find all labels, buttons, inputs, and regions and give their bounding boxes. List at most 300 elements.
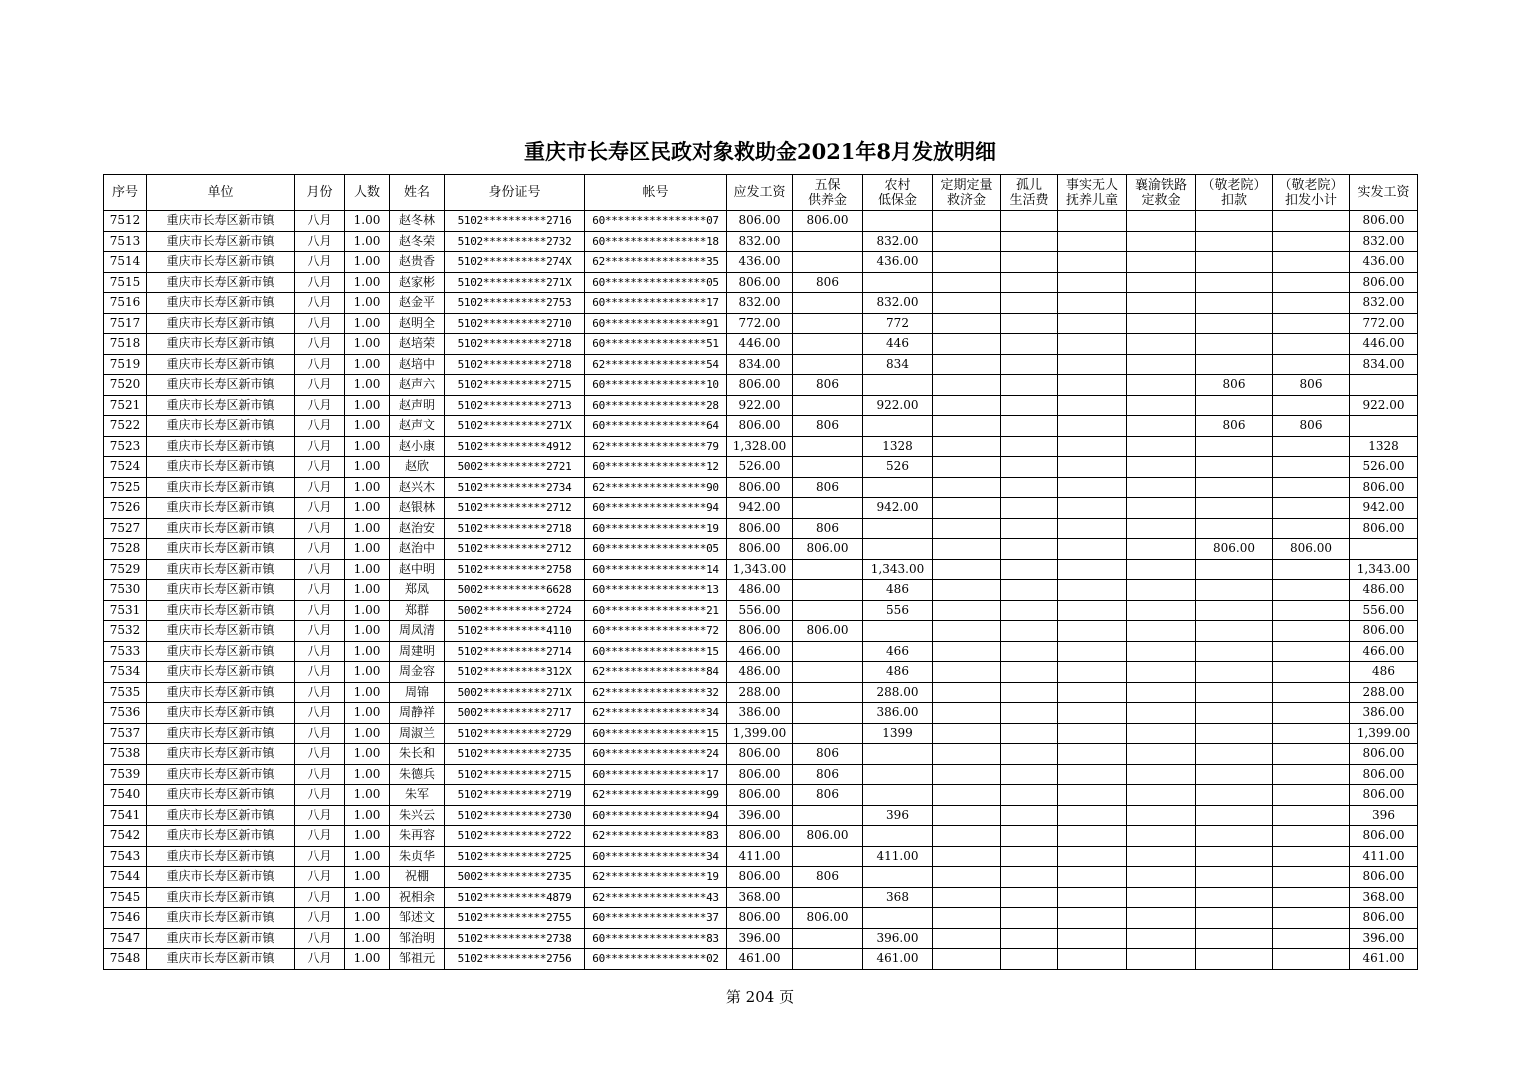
cell-index: 7539 — [104, 764, 147, 785]
cell-id-number: 5102**********2719 — [445, 785, 585, 806]
cell-account: 60****************17 — [585, 764, 727, 785]
cell-fixed-relief — [933, 293, 1001, 314]
cell-rural-minimum: 288.00 — [863, 682, 933, 703]
header-unsupported-child: 事实无人 抚养儿童 — [1058, 175, 1127, 211]
cell-railway-relief — [1127, 805, 1196, 826]
cell-month: 八月 — [295, 436, 345, 457]
cell-unit: 重庆市长寿区新市镇 — [147, 354, 295, 375]
cell-nursing-deduction — [1196, 313, 1273, 334]
cell-id-number: 5102**********4879 — [445, 887, 585, 908]
cell-actual-pay: 411.00 — [1350, 846, 1418, 867]
table-row — [104, 826, 1418, 847]
cell-unsupported-child — [1058, 518, 1127, 539]
cell-id-number: 5102**********2755 — [445, 908, 585, 929]
cell-nursing-deduction — [1196, 621, 1273, 642]
cell-orphan-living — [1001, 928, 1058, 949]
header-account: 帐号 — [585, 175, 727, 211]
cell-unsupported-child — [1058, 498, 1127, 519]
cell-fixed-relief — [933, 682, 1001, 703]
cell-orphan-living — [1001, 518, 1058, 539]
cell-five-guarantee — [793, 887, 863, 908]
cell-fixed-relief — [933, 826, 1001, 847]
cell-nursing-deduction: 806 — [1196, 375, 1273, 396]
cell-payable: 806.00 — [727, 518, 793, 539]
table-row — [104, 457, 1418, 478]
cell-nursing-deduction — [1196, 744, 1273, 765]
cell-id-number: 5002**********271X — [445, 682, 585, 703]
cell-actual-pay: 772.00 — [1350, 313, 1418, 334]
cell-nursing-subtotal — [1273, 231, 1350, 252]
cell-month: 八月 — [295, 559, 345, 580]
header-id-number: 身份证号 — [445, 175, 585, 211]
cell-name: 朱兴云 — [390, 805, 445, 826]
cell-name: 赵治中 — [390, 539, 445, 560]
cell-orphan-living — [1001, 539, 1058, 560]
cell-nursing-deduction — [1196, 293, 1273, 314]
cell-fixed-relief — [933, 436, 1001, 457]
cell-nursing-subtotal — [1273, 272, 1350, 293]
cell-account: 60****************37 — [585, 908, 727, 929]
cell-rural-minimum — [863, 826, 933, 847]
cell-month: 八月 — [295, 293, 345, 314]
cell-actual-pay: 832.00 — [1350, 231, 1418, 252]
cell-railway-relief — [1127, 539, 1196, 560]
cell-month: 八月 — [295, 621, 345, 642]
cell-account: 60****************19 — [585, 518, 727, 539]
table-row — [104, 395, 1418, 416]
cell-actual-pay: 806.00 — [1350, 764, 1418, 785]
cell-index: 7515 — [104, 272, 147, 293]
cell-account: 62****************83 — [585, 826, 727, 847]
cell-unit: 重庆市长寿区新市镇 — [147, 723, 295, 744]
cell-rural-minimum: 486 — [863, 662, 933, 683]
cell-railway-relief — [1127, 477, 1196, 498]
cell-name: 赵小康 — [390, 436, 445, 457]
cell-unit: 重庆市长寿区新市镇 — [147, 231, 295, 252]
cell-count: 1.00 — [345, 375, 390, 396]
cell-rural-minimum — [863, 764, 933, 785]
cell-count: 1.00 — [345, 621, 390, 642]
cell-unsupported-child — [1058, 559, 1127, 580]
cell-name: 赵培荣 — [390, 334, 445, 355]
cell-railway-relief — [1127, 641, 1196, 662]
cell-nursing-subtotal — [1273, 354, 1350, 375]
cell-fixed-relief — [933, 744, 1001, 765]
cell-account: 60****************83 — [585, 928, 727, 949]
cell-nursing-subtotal: 806.00 — [1273, 539, 1350, 560]
cell-orphan-living — [1001, 641, 1058, 662]
cell-unsupported-child — [1058, 826, 1127, 847]
cell-actual-pay: 806.00 — [1350, 518, 1418, 539]
cell-payable: 411.00 — [727, 846, 793, 867]
cell-fixed-relief — [933, 949, 1001, 970]
cell-index: 7533 — [104, 641, 147, 662]
cell-railway-relief — [1127, 559, 1196, 580]
cell-nursing-subtotal — [1273, 395, 1350, 416]
cell-count: 1.00 — [345, 477, 390, 498]
header-railway-relief: 襄渝铁路 定救金 — [1127, 175, 1196, 211]
cell-account: 60****************34 — [585, 846, 727, 867]
cell-unsupported-child — [1058, 457, 1127, 478]
cell-name: 赵声明 — [390, 395, 445, 416]
cell-nursing-deduction — [1196, 600, 1273, 621]
cell-railway-relief — [1127, 416, 1196, 437]
cell-rural-minimum — [863, 477, 933, 498]
cell-nursing-subtotal — [1273, 498, 1350, 519]
cell-unsupported-child — [1058, 211, 1127, 232]
cell-railway-relief — [1127, 867, 1196, 888]
cell-orphan-living — [1001, 580, 1058, 601]
cell-count: 1.00 — [345, 436, 390, 457]
cell-account: 60****************21 — [585, 600, 727, 621]
cell-orphan-living — [1001, 826, 1058, 847]
cell-orphan-living — [1001, 416, 1058, 437]
cell-nursing-deduction — [1196, 354, 1273, 375]
cell-account: 60****************12 — [585, 457, 727, 478]
cell-railway-relief — [1127, 498, 1196, 519]
cell-nursing-subtotal — [1273, 334, 1350, 355]
cell-actual-pay: 556.00 — [1350, 600, 1418, 621]
cell-month: 八月 — [295, 252, 345, 273]
cell-nursing-deduction — [1196, 703, 1273, 724]
table-row — [104, 764, 1418, 785]
cell-actual-pay: 466.00 — [1350, 641, 1418, 662]
cell-payable: 806.00 — [727, 211, 793, 232]
table-body — [104, 211, 1418, 970]
cell-count: 1.00 — [345, 723, 390, 744]
cell-orphan-living — [1001, 723, 1058, 744]
cell-index: 7523 — [104, 436, 147, 457]
cell-nursing-subtotal — [1273, 867, 1350, 888]
table-row — [104, 846, 1418, 867]
cell-orphan-living — [1001, 436, 1058, 457]
cell-id-number: 5102**********2735 — [445, 744, 585, 765]
header-unit: 单位 — [147, 175, 295, 211]
cell-unsupported-child — [1058, 375, 1127, 396]
page-title: 重庆市长寿区民政对象救助金2021年8月发放明细 — [523, 139, 997, 164]
cell-name: 朱贞华 — [390, 846, 445, 867]
cell-orphan-living — [1001, 334, 1058, 355]
cell-actual-pay: 446.00 — [1350, 334, 1418, 355]
cell-account: 62****************99 — [585, 785, 727, 806]
cell-account: 60****************02 — [585, 949, 727, 970]
cell-unit: 重庆市长寿区新市镇 — [147, 744, 295, 765]
cell-orphan-living — [1001, 272, 1058, 293]
cell-rural-minimum: 772 — [863, 313, 933, 334]
cell-account: 60****************94 — [585, 805, 727, 826]
cell-nursing-subtotal — [1273, 518, 1350, 539]
cell-count: 1.00 — [345, 231, 390, 252]
cell-rural-minimum: 436.00 — [863, 252, 933, 273]
cell-five-guarantee — [793, 436, 863, 457]
cell-nursing-subtotal — [1273, 600, 1350, 621]
cell-nursing-subtotal — [1273, 764, 1350, 785]
cell-unit: 重庆市长寿区新市镇 — [147, 600, 295, 621]
cell-unit: 重庆市长寿区新市镇 — [147, 867, 295, 888]
cell-id-number: 5102**********2756 — [445, 949, 585, 970]
cell-fixed-relief — [933, 641, 1001, 662]
cell-fixed-relief — [933, 477, 1001, 498]
cell-nursing-subtotal — [1273, 211, 1350, 232]
cell-unit: 重庆市长寿区新市镇 — [147, 252, 295, 273]
cell-unsupported-child — [1058, 313, 1127, 334]
cell-orphan-living — [1001, 662, 1058, 683]
cell-payable: 1,328.00 — [727, 436, 793, 457]
cell-nursing-deduction — [1196, 846, 1273, 867]
cell-fixed-relief — [933, 231, 1001, 252]
cell-nursing-deduction — [1196, 580, 1273, 601]
table-row — [104, 211, 1418, 232]
cell-unsupported-child — [1058, 252, 1127, 273]
cell-count: 1.00 — [345, 826, 390, 847]
cell-railway-relief — [1127, 580, 1196, 601]
cell-fixed-relief — [933, 703, 1001, 724]
cell-five-guarantee — [793, 498, 863, 519]
cell-railway-relief — [1127, 272, 1196, 293]
cell-unsupported-child — [1058, 867, 1127, 888]
cell-nursing-deduction — [1196, 641, 1273, 662]
cell-rural-minimum — [863, 744, 933, 765]
cell-account: 60****************72 — [585, 621, 727, 642]
cell-unit: 重庆市长寿区新市镇 — [147, 846, 295, 867]
cell-name: 祝相余 — [390, 887, 445, 908]
header-actual-pay: 实发工资 — [1350, 175, 1418, 211]
cell-index: 7545 — [104, 887, 147, 908]
cell-id-number: 5102**********2730 — [445, 805, 585, 826]
cell-id-number: 5002**********2724 — [445, 600, 585, 621]
cell-unit: 重庆市长寿区新市镇 — [147, 395, 295, 416]
cell-index: 7535 — [104, 682, 147, 703]
cell-actual-pay: 834.00 — [1350, 354, 1418, 375]
cell-account: 60****************10 — [585, 375, 727, 396]
cell-month: 八月 — [295, 313, 345, 334]
cell-unit: 重庆市长寿区新市镇 — [147, 436, 295, 457]
cell-payable: 922.00 — [727, 395, 793, 416]
cell-payable: 806.00 — [727, 272, 793, 293]
cell-unsupported-child — [1058, 354, 1127, 375]
cell-month: 八月 — [295, 600, 345, 621]
cell-id-number: 5102**********271X — [445, 416, 585, 437]
cell-railway-relief — [1127, 293, 1196, 314]
cell-month: 八月 — [295, 231, 345, 252]
cell-payable: 1,343.00 — [727, 559, 793, 580]
cell-fixed-relief — [933, 785, 1001, 806]
table-row — [104, 744, 1418, 765]
cell-rural-minimum — [863, 785, 933, 806]
header-nursing-deduction: （敬老院） 扣款 — [1196, 175, 1273, 211]
cell-nursing-deduction — [1196, 928, 1273, 949]
cell-orphan-living — [1001, 600, 1058, 621]
cell-account: 60****************28 — [585, 395, 727, 416]
cell-month: 八月 — [295, 375, 345, 396]
cell-name: 祝棚 — [390, 867, 445, 888]
cell-nursing-subtotal — [1273, 703, 1350, 724]
cell-rural-minimum — [863, 867, 933, 888]
cell-month: 八月 — [295, 826, 345, 847]
cell-railway-relief — [1127, 703, 1196, 724]
cell-fixed-relief — [933, 764, 1001, 785]
table-row — [104, 375, 1418, 396]
cell-unsupported-child — [1058, 436, 1127, 457]
cell-five-guarantee: 806 — [793, 764, 863, 785]
cell-id-number: 5102**********2722 — [445, 826, 585, 847]
cell-railway-relief — [1127, 744, 1196, 765]
cell-railway-relief — [1127, 211, 1196, 232]
cell-nursing-deduction — [1196, 867, 1273, 888]
cell-fixed-relief — [933, 395, 1001, 416]
cell-nursing-subtotal — [1273, 723, 1350, 744]
cell-five-guarantee: 806 — [793, 272, 863, 293]
header-count: 人数 — [345, 175, 390, 211]
cell-count: 1.00 — [345, 416, 390, 437]
cell-payable: 386.00 — [727, 703, 793, 724]
cell-rural-minimum — [863, 621, 933, 642]
cell-fixed-relief — [933, 457, 1001, 478]
table-row — [104, 887, 1418, 908]
cell-index: 7512 — [104, 211, 147, 232]
header-five-guarantee: 五保 供养金 — [793, 175, 863, 211]
cell-railway-relief — [1127, 887, 1196, 908]
cell-unit: 重庆市长寿区新市镇 — [147, 764, 295, 785]
table-row — [104, 621, 1418, 642]
cell-unit: 重庆市长寿区新市镇 — [147, 498, 295, 519]
cell-index: 7534 — [104, 662, 147, 683]
cell-count: 1.00 — [345, 334, 390, 355]
cell-unsupported-child — [1058, 231, 1127, 252]
cell-railway-relief — [1127, 436, 1196, 457]
cell-id-number: 5002**********2717 — [445, 703, 585, 724]
cell-name: 周锦 — [390, 682, 445, 703]
cell-orphan-living — [1001, 293, 1058, 314]
cell-account: 62****************19 — [585, 867, 727, 888]
cell-actual-pay — [1350, 416, 1418, 437]
cell-rural-minimum: 386.00 — [863, 703, 933, 724]
cell-name: 朱再容 — [390, 826, 445, 847]
cell-railway-relief — [1127, 621, 1196, 642]
cell-orphan-living — [1001, 887, 1058, 908]
cell-rural-minimum: 1,343.00 — [863, 559, 933, 580]
cell-month: 八月 — [295, 457, 345, 478]
cell-actual-pay — [1350, 375, 1418, 396]
cell-railway-relief — [1127, 928, 1196, 949]
cell-orphan-living — [1001, 949, 1058, 970]
cell-five-guarantee — [793, 559, 863, 580]
cell-nursing-subtotal — [1273, 477, 1350, 498]
cell-rural-minimum: 832.00 — [863, 231, 933, 252]
cell-account: 62****************35 — [585, 252, 727, 273]
cell-orphan-living — [1001, 846, 1058, 867]
cell-actual-pay: 806.00 — [1350, 744, 1418, 765]
cell-account: 60****************05 — [585, 272, 727, 293]
cell-nursing-deduction — [1196, 559, 1273, 580]
table-row — [104, 498, 1418, 519]
cell-nursing-deduction — [1196, 231, 1273, 252]
cell-nursing-deduction — [1196, 436, 1273, 457]
cell-count: 1.00 — [345, 354, 390, 375]
cell-name: 赵银林 — [390, 498, 445, 519]
cell-index: 7525 — [104, 477, 147, 498]
cell-five-guarantee — [793, 723, 863, 744]
cell-unsupported-child — [1058, 682, 1127, 703]
cell-account: 60****************91 — [585, 313, 727, 334]
cell-nursing-deduction — [1196, 908, 1273, 929]
cell-month: 八月 — [295, 682, 345, 703]
cell-name: 赵金平 — [390, 293, 445, 314]
header-row — [104, 175, 1418, 211]
cell-unit: 重庆市长寿区新市镇 — [147, 211, 295, 232]
cell-name: 周淑兰 — [390, 723, 445, 744]
cell-fixed-relief — [933, 313, 1001, 334]
cell-payable: 806.00 — [727, 416, 793, 437]
cell-orphan-living — [1001, 252, 1058, 273]
cell-orphan-living — [1001, 457, 1058, 478]
cell-actual-pay: 486.00 — [1350, 580, 1418, 601]
cell-actual-pay: 526.00 — [1350, 457, 1418, 478]
cell-five-guarantee — [793, 580, 863, 601]
cell-name: 周建明 — [390, 641, 445, 662]
cell-id-number: 5102**********312X — [445, 662, 585, 683]
cell-actual-pay: 1328 — [1350, 436, 1418, 457]
cell-name: 赵声六 — [390, 375, 445, 396]
cell-five-guarantee: 806 — [793, 744, 863, 765]
cell-nursing-subtotal — [1273, 744, 1350, 765]
cell-nursing-subtotal: 806 — [1273, 416, 1350, 437]
cell-nursing-deduction — [1196, 457, 1273, 478]
cell-month: 八月 — [295, 887, 345, 908]
cell-nursing-deduction — [1196, 785, 1273, 806]
cell-fixed-relief — [933, 334, 1001, 355]
cell-nursing-deduction — [1196, 518, 1273, 539]
cell-actual-pay: 1,399.00 — [1350, 723, 1418, 744]
cell-five-guarantee: 806.00 — [793, 211, 863, 232]
cell-nursing-subtotal — [1273, 908, 1350, 929]
cell-rural-minimum: 368 — [863, 887, 933, 908]
cell-rural-minimum — [863, 518, 933, 539]
cell-nursing-subtotal — [1273, 313, 1350, 334]
cell-actual-pay: 436.00 — [1350, 252, 1418, 273]
cell-id-number: 5102**********2712 — [445, 498, 585, 519]
cell-id-number: 5102**********2713 — [445, 395, 585, 416]
cell-unsupported-child — [1058, 928, 1127, 949]
cell-id-number: 5002**********2735 — [445, 867, 585, 888]
cell-nursing-subtotal — [1273, 846, 1350, 867]
cell-id-number: 5102**********2738 — [445, 928, 585, 949]
cell-unit: 重庆市长寿区新市镇 — [147, 375, 295, 396]
cell-id-number: 5102**********2718 — [445, 334, 585, 355]
cell-month: 八月 — [295, 477, 345, 498]
page-number: 第 204 页 — [725, 988, 795, 1006]
cell-id-number: 5102**********2753 — [445, 293, 585, 314]
cell-account: 62****************84 — [585, 662, 727, 683]
cell-actual-pay: 806.00 — [1350, 785, 1418, 806]
header-nursing-subtotal: （敬老院） 扣发小计 — [1273, 175, 1350, 211]
cell-count: 1.00 — [345, 498, 390, 519]
cell-fixed-relief — [933, 518, 1001, 539]
cell-five-guarantee: 806.00 — [793, 908, 863, 929]
cell-count: 1.00 — [345, 846, 390, 867]
cell-nursing-deduction — [1196, 395, 1273, 416]
table-row — [104, 252, 1418, 273]
cell-month: 八月 — [295, 211, 345, 232]
cell-index: 7517 — [104, 313, 147, 334]
cell-month: 八月 — [295, 744, 345, 765]
table-row — [104, 723, 1418, 744]
cell-month: 八月 — [295, 395, 345, 416]
cell-name: 朱德兵 — [390, 764, 445, 785]
cell-id-number: 5102**********4110 — [445, 621, 585, 642]
cell-account: 60****************51 — [585, 334, 727, 355]
table-row — [104, 867, 1418, 888]
